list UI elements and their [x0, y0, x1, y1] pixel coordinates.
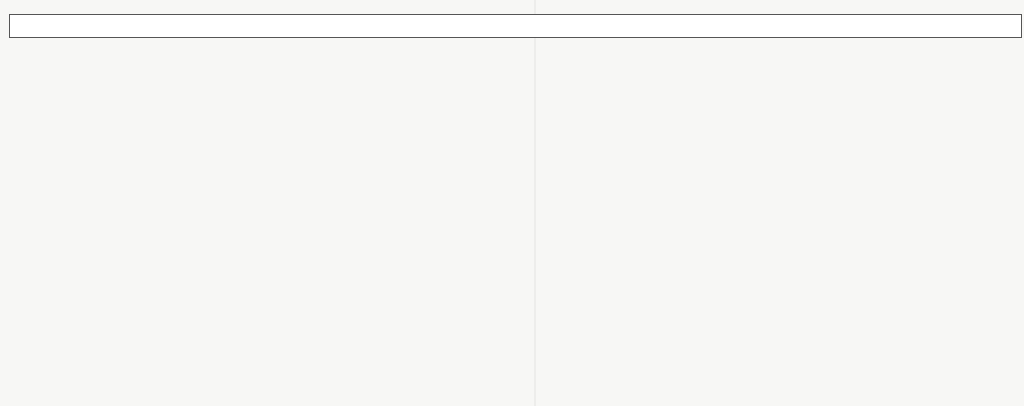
scorecard-header	[9, 14, 1022, 38]
card-fold	[534, 0, 536, 406]
